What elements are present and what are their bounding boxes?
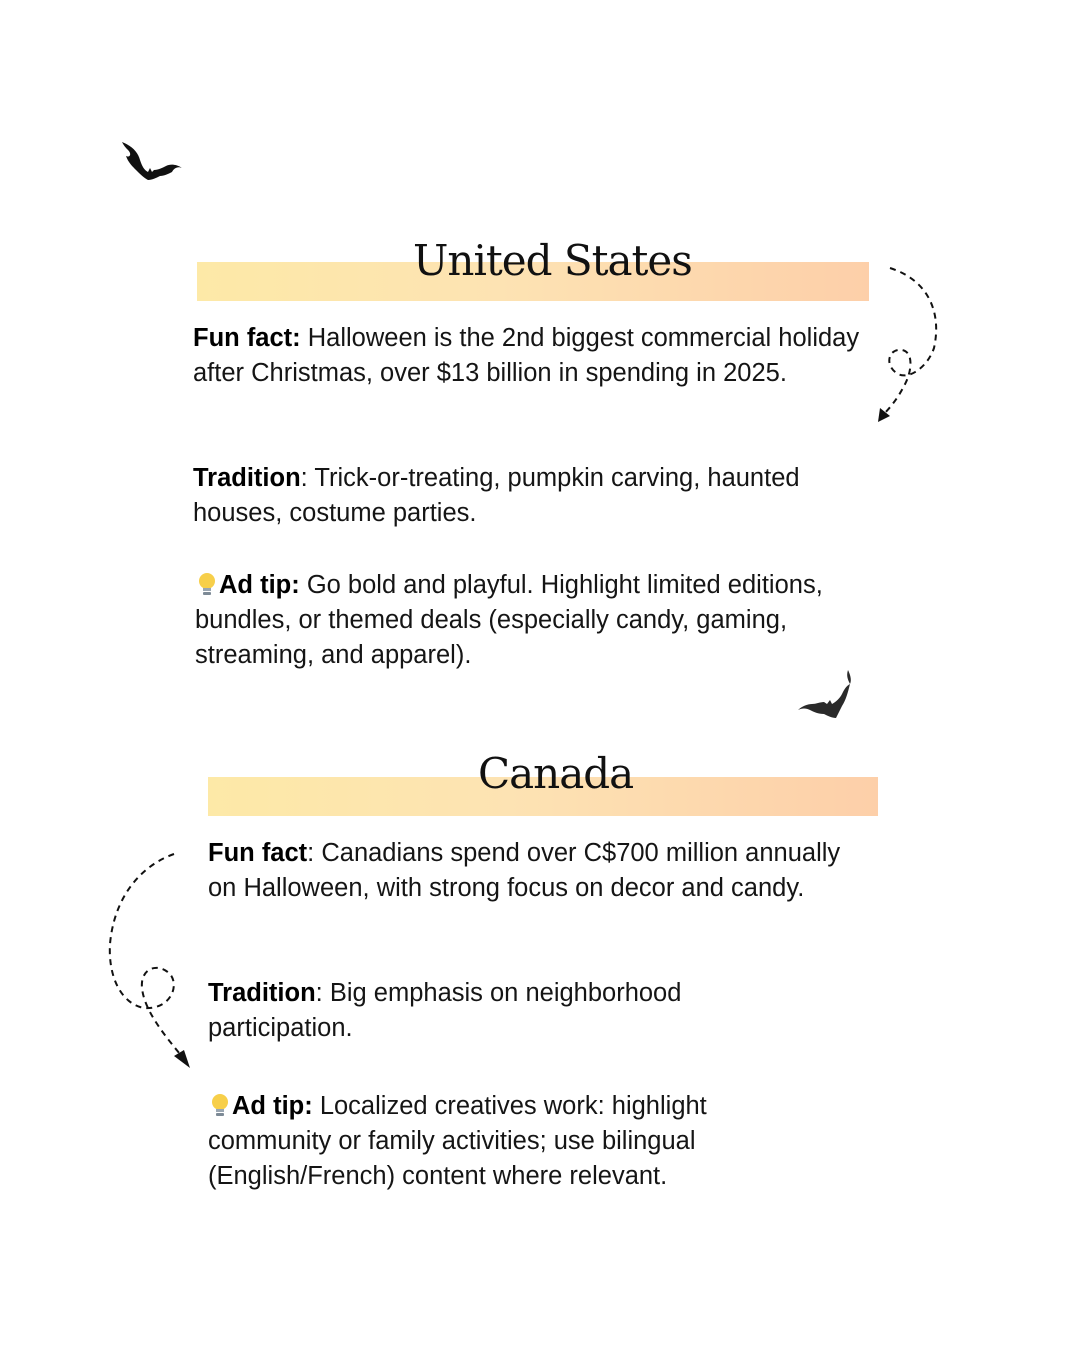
ad-tip-label: Ad tip:	[232, 1092, 313, 1120]
ad-tip-label: Ad tip:	[219, 571, 300, 599]
section-title: United States	[413, 236, 692, 285]
tradition-text	[208, 976, 808, 1046]
ad-tip-body: Go bold and playful. Highlight limited editions, bundles, or themed deals (especially candy, gaming, streaming, and apparel).	[195, 571, 823, 669]
tradition-label: Tradition	[193, 464, 301, 492]
fun-fact-text	[193, 321, 883, 391]
fun-fact-label: Fun fact:	[193, 324, 301, 352]
tradition-text	[193, 461, 833, 531]
dashed-loop-arrow-icon	[100, 848, 200, 1074]
section-title: Canada	[478, 749, 634, 798]
ad-tip-body: Localized creatives work: highlight community or family activities; use bilingual (English/French) content where relevant.	[208, 1092, 707, 1190]
lightbulb-icon	[195, 571, 219, 597]
bat-icon	[796, 668, 856, 720]
fun-fact-label: Fun fact	[208, 839, 308, 867]
bat-icon	[120, 140, 184, 184]
ad-tip-text	[195, 568, 885, 673]
fun-fact-body: Halloween is the 2nd biggest commercial holiday after Christmas, over $13 billion in spending in 2025.	[193, 324, 860, 387]
tradition-body: : Big emphasis on neighborhood participation.	[208, 979, 682, 1042]
fun-fact-body: : Canadians spend over C$700 million annually on Halloween, with strong focus on decor and candy.	[208, 839, 841, 902]
lightbulb-icon	[208, 1092, 232, 1118]
ad-tip-text	[208, 1089, 828, 1194]
fun-fact-text	[208, 836, 868, 906]
tradition-label: Tradition	[208, 979, 316, 1007]
tradition-body: : Trick-or-treating, pumpkin carving, haunted houses, costume parties.	[193, 464, 800, 527]
